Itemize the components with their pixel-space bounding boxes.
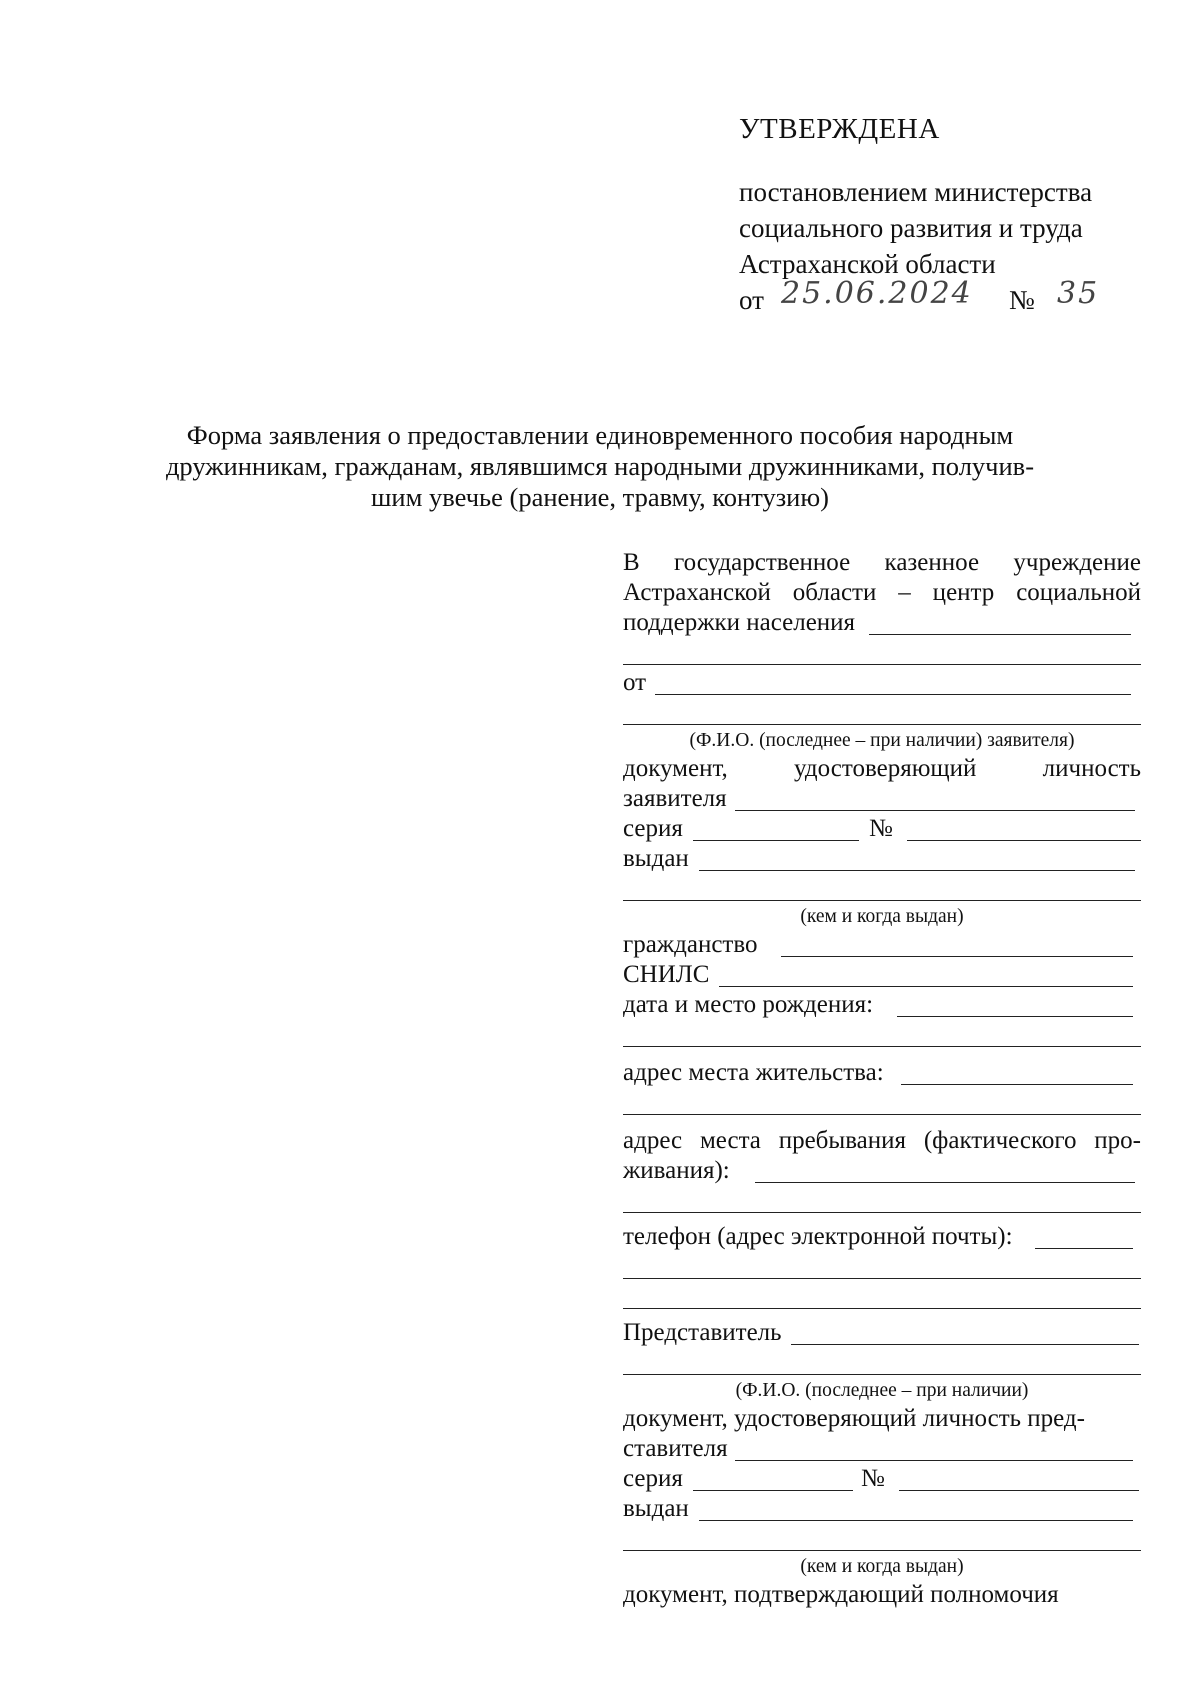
- residence-field-cont[interactable]: [623, 1114, 1141, 1115]
- application-form: [623, 548, 1141, 1610]
- approval-heading: УТВЕРЖДЕНА: [739, 113, 940, 145]
- approval-block: [739, 112, 1159, 318]
- applicant-name-hint: (Ф.И.О. (последнее – при наличии) заявителя): [689, 730, 1075, 751]
- addressee-line: поддержки населения: [623, 609, 856, 636]
- rep-issued-field-cont[interactable]: [623, 1550, 1141, 1551]
- rep-number-field[interactable]: [899, 1490, 1139, 1491]
- rep-doc-label: документ, удостоверяющий личность пред-: [623, 1405, 1085, 1432]
- phone-row: [623, 1222, 1141, 1252]
- phone-field-cont[interactable]: [623, 1278, 1141, 1279]
- stay-label-cont: живания):: [623, 1157, 730, 1184]
- from-label: от: [623, 669, 647, 696]
- blank-row: [623, 638, 1141, 668]
- citizenship-label: гражданство: [623, 931, 758, 958]
- birth-label: дата и место рождения:: [623, 991, 874, 1018]
- blank-row: [623, 698, 1141, 728]
- citizenship-row: [623, 930, 1141, 960]
- series-field[interactable]: [693, 840, 859, 841]
- center-name-field[interactable]: [869, 634, 1131, 635]
- authority-doc-label: документ, подтверждающий полномочия: [623, 1581, 1059, 1608]
- rep-issued-label: выдан: [623, 1495, 689, 1522]
- blank-row: [623, 1088, 1141, 1118]
- issued-label: выдан: [623, 845, 689, 872]
- issued-row: [623, 844, 1141, 874]
- form-title: [150, 420, 1050, 513]
- representative-field[interactable]: [791, 1344, 1139, 1345]
- date-prefix: от: [739, 285, 764, 315]
- residence-label: адрес места жительства:: [623, 1059, 884, 1086]
- blank-row: [623, 1282, 1141, 1312]
- addressee-line: В государственное казенное учреждение: [623, 549, 1141, 576]
- series-label: серия: [623, 815, 683, 842]
- rep-doc-row: [623, 1434, 1141, 1464]
- rep-number-label: №: [861, 1465, 885, 1492]
- applicant-doc-field[interactable]: [735, 810, 1135, 811]
- applicant-doc-row: [623, 784, 1141, 814]
- blank-row: [623, 1524, 1141, 1554]
- phone-label: телефон (адрес электронной почты):: [623, 1223, 1013, 1250]
- blank-row: [623, 1020, 1141, 1050]
- issued-hint: (кем и когда выдан): [800, 906, 964, 927]
- issued-field-cont[interactable]: [623, 900, 1141, 901]
- stay-field-cont[interactable]: [623, 1212, 1141, 1213]
- representative-field-cont[interactable]: [623, 1374, 1141, 1375]
- rep-issued-field[interactable]: [699, 1520, 1133, 1521]
- from-row: [623, 668, 1141, 698]
- representative-row: [623, 1318, 1141, 1348]
- blank-row: [623, 1186, 1141, 1216]
- approval-line: социального развития и труда: [739, 213, 1083, 243]
- rep-issued-row: [623, 1494, 1141, 1524]
- series-row: [623, 814, 1141, 844]
- title-line: дружинникам, гражданам, являвшимся народными дружинниками, получив-: [165, 451, 1035, 481]
- approval-line: Астраханской области: [739, 249, 996, 279]
- representative-label: Представитель: [623, 1319, 782, 1346]
- number-label: №: [1009, 285, 1035, 315]
- birth-field[interactable]: [897, 1016, 1133, 1017]
- rep-series-label: серия: [623, 1465, 683, 1492]
- rep-series-row: [623, 1464, 1141, 1494]
- stay-label: адрес места пребывания (фактического про-: [623, 1127, 1141, 1154]
- approval-date-row: [739, 276, 1159, 318]
- phone-field-cont-2[interactable]: [623, 1308, 1141, 1309]
- rep-series-field[interactable]: [693, 1490, 853, 1491]
- applicant-name-field-cont[interactable]: [623, 724, 1141, 725]
- center-name-field-cont[interactable]: [623, 664, 1141, 665]
- snils-row: [623, 960, 1141, 990]
- citizenship-field[interactable]: [781, 956, 1133, 957]
- representative-name-hint: (Ф.И.О. (последнее – при наличии): [735, 1380, 1029, 1401]
- birth-field-cont[interactable]: [623, 1046, 1141, 1047]
- approval-line: постановлением министерства: [739, 177, 1093, 207]
- issued-field[interactable]: [699, 870, 1135, 871]
- number-label: №: [869, 815, 893, 842]
- applicant-doc-label-cont: заявителя: [623, 785, 727, 812]
- handwritten-date: 25.06.2024: [781, 276, 973, 311]
- addressee-field-row: [623, 608, 1141, 638]
- phone-field[interactable]: [1035, 1248, 1133, 1249]
- blank-row: [623, 874, 1141, 904]
- rep-doc-field[interactable]: [735, 1460, 1133, 1461]
- handwritten-number: 35: [1057, 276, 1100, 311]
- title-line: шим увечье (ранение, травму, контузию): [371, 482, 829, 512]
- residence-field[interactable]: [901, 1084, 1133, 1085]
- stay-field[interactable]: [755, 1182, 1135, 1183]
- applicant-name-field[interactable]: [655, 694, 1131, 695]
- addressee-line: Астраханской области – центр социальной: [623, 579, 1141, 606]
- blank-row: [623, 1252, 1141, 1282]
- residence-row: [623, 1058, 1141, 1088]
- blank-row: [623, 1348, 1141, 1378]
- snils-field[interactable]: [719, 986, 1133, 987]
- doc-number-field[interactable]: [907, 840, 1141, 841]
- title-line: Форма заявления о предоставлении единовременного пособия народным: [186, 420, 1014, 450]
- stay-row: [623, 1156, 1141, 1186]
- applicant-doc-label: документ, удостоверяющий личность: [623, 755, 1141, 782]
- birth-row: [623, 990, 1141, 1020]
- rep-doc-label-cont: ставителя: [623, 1435, 728, 1462]
- rep-issued-hint: (кем и когда выдан): [800, 1556, 964, 1577]
- snils-label: СНИЛС: [623, 961, 710, 988]
